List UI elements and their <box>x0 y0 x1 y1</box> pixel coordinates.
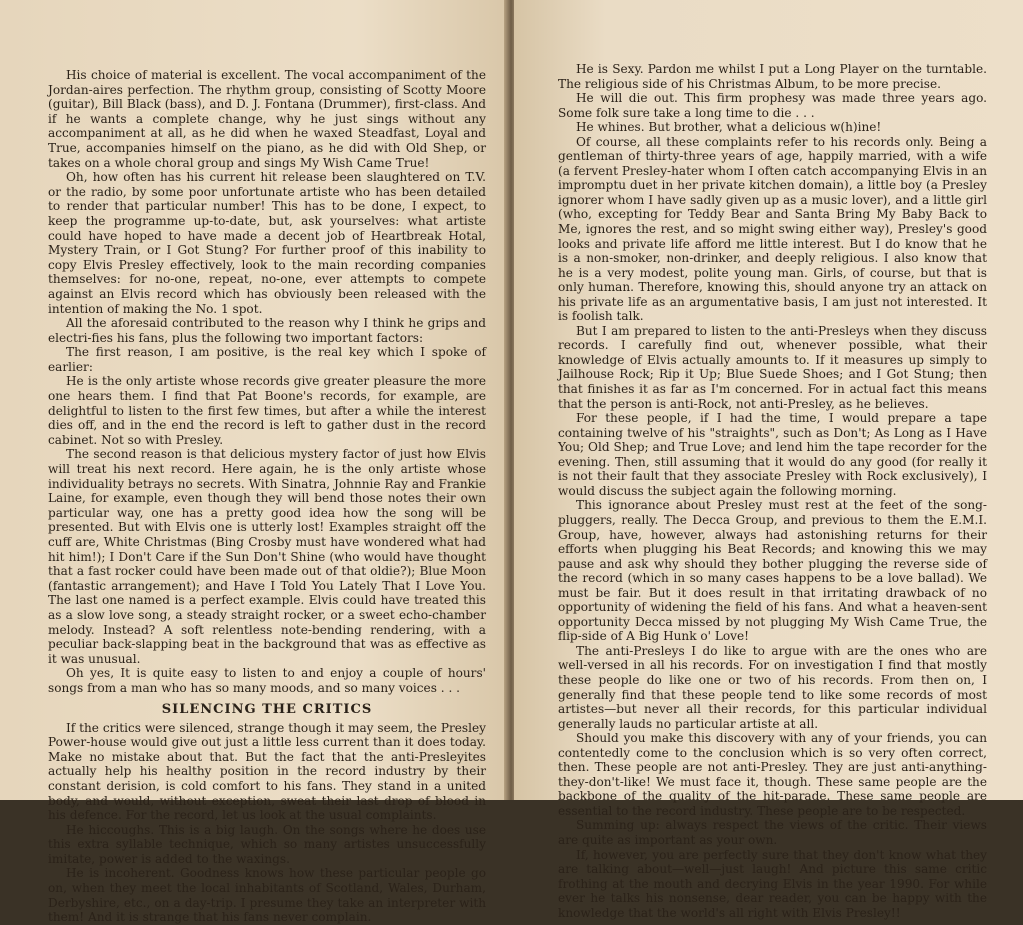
paragraph: The anti-Presleys I do like to argue with are the ones who are well-versed in all his records. For on investigation I find that mostly these people do like one or two of his records. From then on, I generally find that these people tend to like some records of most artistes—but never all their records, for this particular individual generally lauds no particular artiste at all. <box>558 643 987 731</box>
left-page <box>0 0 508 925</box>
right-page <box>514 0 1023 920</box>
paragraph: The second reason is that delicious mystery factor of just how Elvis will treat his next record. Here again, he is the only artiste whose individuality betrays no secrets. With Sinatra, Johnnie Ray and Frankie Laine, for example, even though they will bend those notes their own particular way, one has a pretty good idea how the song will be presented. But with Elvis one is utterly lost! Examples straight off the cuff are, White Christmas (Bing Crosby must have wondered what had hit him!); I Don't Care if the Sun Don't Shine (who would have thought that a fast rocker could have been made out of that oldie?); Blue Moon (fantastic arrangement); and Have I Told You Lately That I Love You. The last one named is a perfect example. Elvis could have treated this as a slow love song, a steady straight rocker, or a sweet echo-chamber melody. Instead? A soft relentless note-bending rendering, with a peculiar back-slapping beat in the background that was as effective as it was unusual. <box>48 447 486 666</box>
paragraph: This ignorance about Presley must rest at the feet of the song-pluggers, really. The Decca Group, and previous to them the E.M.I. Group, have, however, always had astonishing returns for their efforts when plugging his Beat Records; and knowing this we may pause and ask why should they bother plugging the reverse side of the record (which in so many cases happens to be a love ballad). We must be fair. But it does result in that irritating drawback of no opportunity of widening the field of his fans. And what a heaven-sent opportunity Decca missed by not plugging My Wish Came True, the flip-side of A Big Hunk o' Love! <box>558 498 987 644</box>
paragraph: His choice of material is excellent. The vocal accompaniment of the Jordan-aires perfection. The rhythm group, consisting of Scotty Moore (guitar), Bill Black (bass), and D. J. Fontana (Drummer), first-class. And if he wants a complete change, why he just sings without any accompaniment at all, as he did when he waxed Steadfast, Loyal and True, accompanies himself on the piano, as he did with Old Shep, or takes on a whole choral group and sings My Wish Came True! <box>48 68 486 170</box>
paragraph: Oh, how often has his current hit release been slaughtered on T.V. or the radio, by some poor unfortunate artiste who has been detailed to render that particular number! This has to be done, I expect, to keep the programme up-to-date, but, ask yourselves: what artiste could have hoped to have made a decent job of Heartbreak Hotal, Mystery Train, or I Got Stung? For further proof of this inability to copy Elvis Presley effectively, look to the main recording companies themselves: for no-one, repeat, no-one, ever attempts to compete against an Elvis record which has obviously been released with the intention of making the No. 1 spot. <box>48 170 486 316</box>
paragraph: Should you make this discovery with any of your friends, you can contentedly come to the conclusion which is so very often correct, then. These people are not anti-Presley. They are just anti-anything-they-don't-like! We must face it, though. These same people are the backbone of the quality of the hit-parade. These same people are essential to the record industry. These people are to be respected. <box>558 731 987 818</box>
paragraph: All the aforesaid contributed to the reason why I think he grips and electri-fies his fans, plus the following two important factors: <box>48 316 486 345</box>
paragraph: Oh yes, It is quite easy to listen to and enjoy a couple of hours' songs from a man who has so many moods, and so many voices . . . <box>48 666 486 695</box>
paragraph: He hiccoughs. This is a big laugh. On the songs where he does use this extra syllable technique, which so many artistes unsuccessfully imitate, power is added to the waxings. <box>48 822 486 866</box>
paragraph: He is incoherent. Goodness knows how these particular people go on, when they meet the local inhabitants of Scotland, Wales, Durham, Derbyshire, etc., on a day-trip. I presume they take an interpreter with them! And it is strange that his fans never complain. <box>48 866 486 925</box>
paragraph: He is the only artiste whose records give greater pleasure the more one hears them. I find that Pat Boone's records, for example, are delightful to listen to the first few times, but after a while the interest dies off, and in the end the record is left to gather dust in the record cabinet. Not so with Presley. <box>48 374 486 447</box>
paragraph: He whines. But brother, what a delicious w(h)ine! <box>576 120 882 135</box>
paragraph: If, however, you are perfectly sure that they don't know what they are talking about—well—just laugh! And picture this same critic frothing at the mouth and decrying Elvis in the year 1990. For while ever he talks his nonsense, dear reader, you can be happy with the knowledge that the world's all right with Elvis Presley!! <box>558 847 987 920</box>
paragraph: But I am prepared to listen to the anti-Presleys when they discuss records. I carefully find out, whenever possible, what their knowledge of Elvis actually amounts to. If it measures up simply to Jailhouse Rock; Rip it Up; Blue Suede Shoes; and I Got Stung; then that finishes it as far as I'm concerned. For in actual fact this means that the person is anti-Rock, not anti-Presley, as he believes. <box>558 323 987 411</box>
section-heading: SILENCING THE CRITICS <box>161 701 373 717</box>
paragraph: Summing up: always respect the views of the critic. Their views are quite as important as your own. <box>558 818 987 847</box>
paragraph: The first reason, I am positive, is the real key which I spoke of earlier: <box>48 345 486 374</box>
paragraph: If the critics were silenced, strange though it may seem, the Presley Power-house would give out just a little less current than it does today. Make no mistake about that. But the fact that the anti-Presleyites actually help his healthy position in the record industry by their constant derision, is cold comfort to his fans. They stand in a united body, and would, without exception, sweat their last drop of blood in his defence. For the record, let us look at the usual complaints. <box>48 720 486 823</box>
paragraph: He will die out. This firm prophesy was made three years ago. Some folk sure take a long time to die . . . <box>558 91 987 120</box>
paragraph: He is Sexy. Pardon me whilst I put a Long Player on the turntable. The religious side of his Christmas Album, to be more precise. <box>558 62 987 91</box>
paragraph: For these people, if I had the time, I would prepare a tape containing twelve of his "straights", such as Don't; As Long as I Have You; Old Shep; and True Love; and lend him the tape recorder for the evening. Then, still assuming that it would do any good (for really it is not their fault that they associate Presley with Rock exclusively), I would discuss the subject again the following morning. <box>558 411 987 498</box>
paragraph: Of course, all these complaints refer to his records only. Being a gentleman of thirty-three years of age, happily married, with a wife (a fervent Presley-hater whom I often catch accompanying Elvis in an impromptu duet in her private kitchen domain), a little boy (a Presley ignorer whom I have sadly given up as a music lover), and a little girl (who, excepting for Teddy Bear and Santa Bring My Baby Back to Me, ignores the rest, and so might swing either way), Presley's good looks and private life afford me little interest. But I do know that he is a non-smoker, non-drinker, and deeply religious. I also know that he is a very modest, polite young man. Girls, of course, but that is only human. Therefore, knowing this, should anyone try an attack on his private life as an argumentative basis, I am just not interested. It is foolish talk. <box>558 134 987 324</box>
